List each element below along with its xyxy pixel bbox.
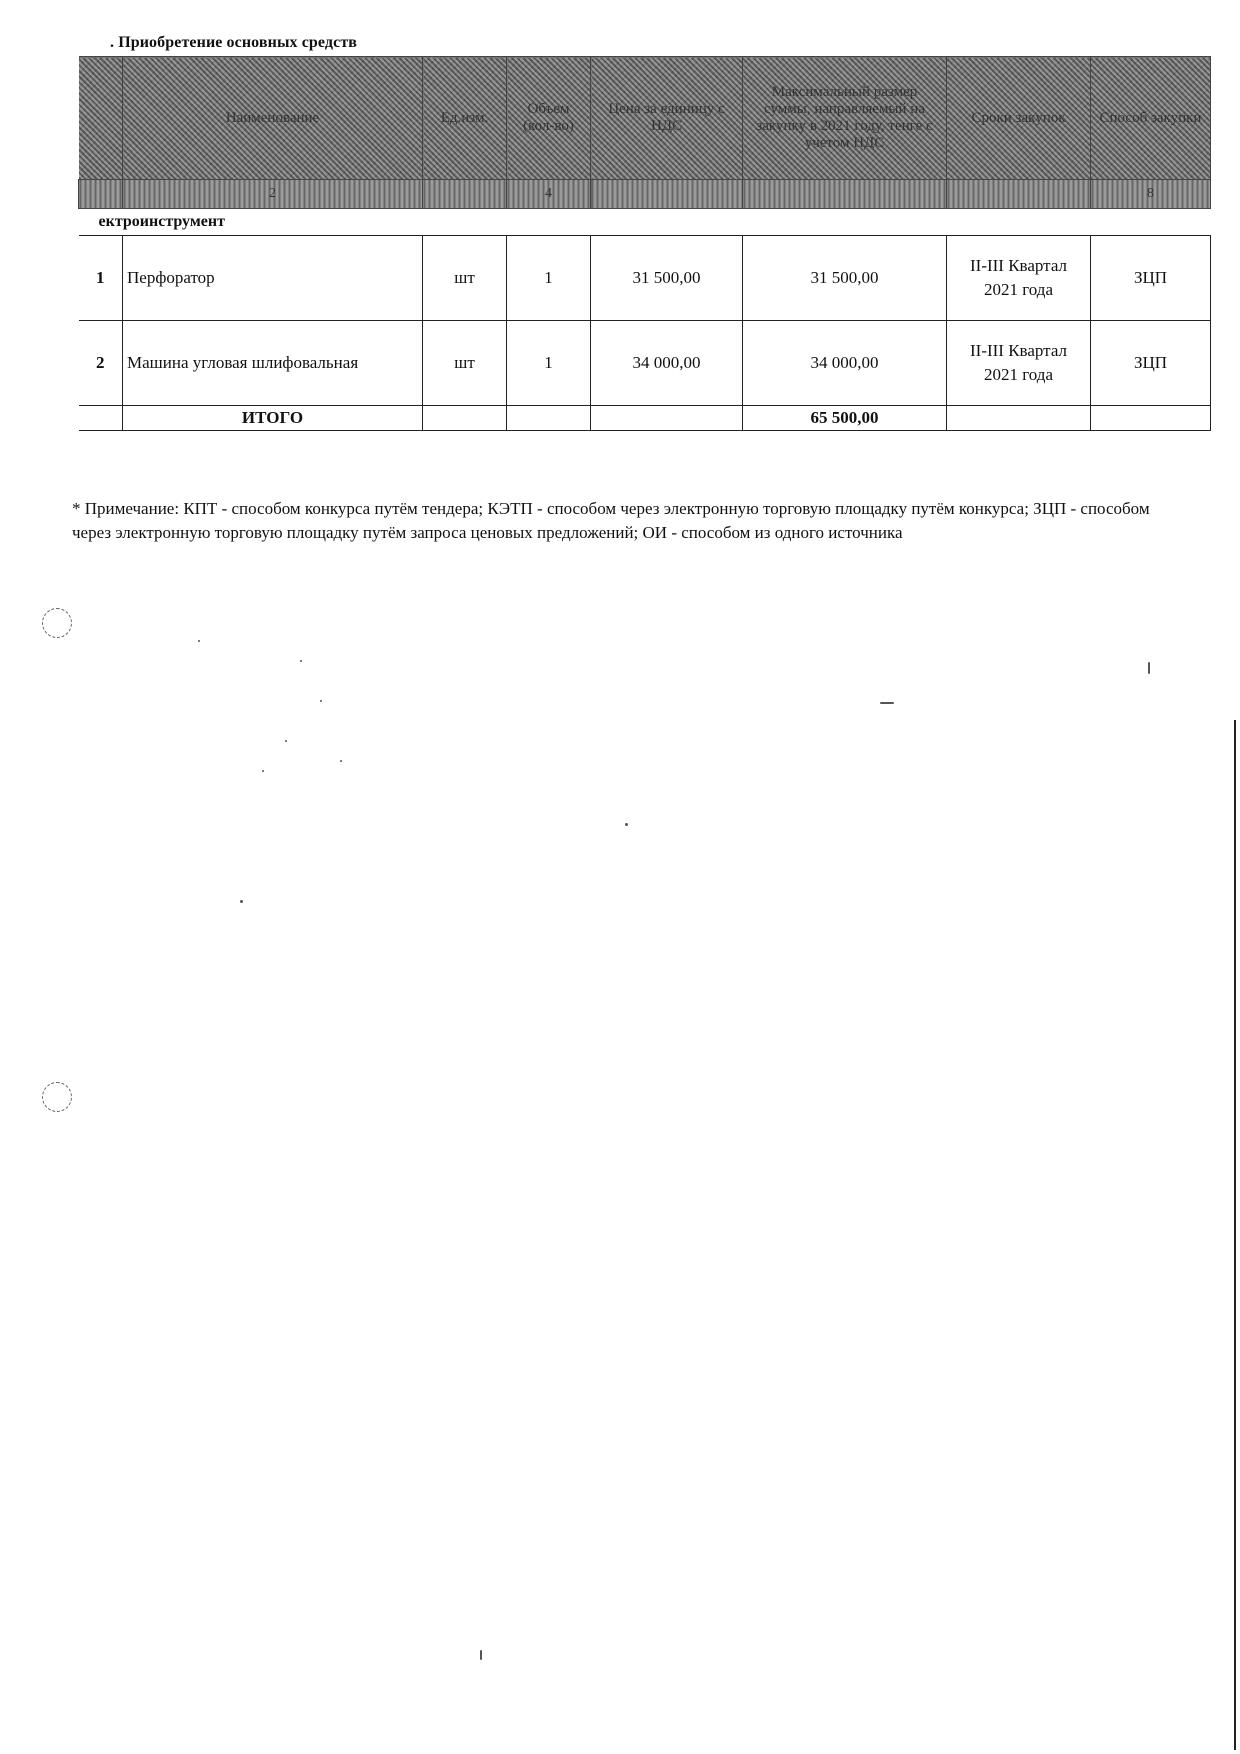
item-price: 34 000,00	[591, 321, 743, 406]
total-empty-cell	[79, 406, 123, 431]
item-qty: 1	[507, 236, 591, 321]
header-cell-price: Цена за единицу с НДС	[591, 57, 743, 180]
column-number-cell: 4	[507, 180, 591, 209]
scan-speck	[262, 770, 264, 772]
row-number: 1	[79, 236, 123, 321]
column-number-row	[79, 180, 1211, 209]
total-label: ИТОГО	[123, 406, 423, 431]
scan-speck	[240, 900, 243, 903]
item-unit: шт	[423, 321, 507, 406]
total-empty-cell	[1091, 406, 1211, 431]
column-number-cell	[743, 180, 947, 209]
header-cell-name: Наименование	[123, 57, 423, 180]
table-row	[79, 321, 1211, 406]
period-line-1: II-III Квартал	[970, 341, 1067, 360]
period-line-2: 2021 года	[983, 280, 1053, 299]
scan-speck	[625, 823, 628, 826]
section-title: . Приобретение основных средств	[110, 34, 358, 51]
punch-hole-mark	[42, 1082, 72, 1112]
scan-speck	[480, 1650, 482, 1660]
footnote: * Примечание: КПТ - способом конкурса путём тендера; КЭТП - способом через электронную торговую площадку путём конкурса; ЗЦП - способом через электронную торговую площадку путём запроса ценовых предложений; ОИ - способом из одного источника	[72, 499, 1150, 542]
header-cell-qty: Объем (кол-во)	[507, 57, 591, 180]
category-label: ектроинструмент	[79, 209, 1211, 236]
total-empty-cell	[423, 406, 507, 431]
header-cell-method: Способ закупки	[1091, 57, 1211, 180]
scan-speck	[1148, 662, 1150, 674]
scan-speck	[198, 640, 200, 642]
item-period	[947, 236, 1091, 321]
procurement-table	[78, 56, 1211, 431]
item-qty: 1	[507, 321, 591, 406]
scan-speck	[285, 740, 287, 742]
total-empty-cell	[507, 406, 591, 431]
header-cell-max-sum: Максимальный размер суммы, направляемый на закупку в 2021 году, тенге с учетом НДС	[743, 57, 947, 180]
period-line-1: II-III Квартал	[970, 256, 1067, 275]
header-cell-no	[79, 57, 123, 180]
total-empty-cell	[591, 406, 743, 431]
header-cell-period: Сроки закупок	[947, 57, 1091, 180]
scan-edge-line	[1234, 720, 1236, 1750]
category-row	[79, 209, 1211, 236]
column-number-cell	[591, 180, 743, 209]
total-value: 65 500,00	[743, 406, 947, 431]
column-number-cell	[947, 180, 1091, 209]
column-number-cell: 8	[1091, 180, 1211, 209]
header-cell-unit: Ед.изм.	[423, 57, 507, 180]
table-header-row	[79, 57, 1211, 180]
item-total: 34 000,00	[743, 321, 947, 406]
item-name: Перфоратор	[123, 236, 423, 321]
item-total: 31 500,00	[743, 236, 947, 321]
scan-speck	[320, 700, 322, 702]
scan-speck	[340, 760, 342, 762]
column-number-cell	[423, 180, 507, 209]
total-row	[79, 406, 1211, 431]
scan-speck	[880, 702, 894, 704]
scan-speck	[300, 660, 302, 662]
period-line-2: 2021 года	[983, 365, 1053, 384]
punch-hole-mark	[42, 608, 72, 638]
column-number-cell: 2	[123, 180, 423, 209]
item-method: ЗЦП	[1091, 236, 1211, 321]
item-period	[947, 321, 1091, 406]
total-empty-cell	[947, 406, 1091, 431]
item-name: Машина угловая шлифовальная	[123, 321, 423, 406]
table-row	[79, 236, 1211, 321]
item-method: ЗЦП	[1091, 321, 1211, 406]
item-unit: шт	[423, 236, 507, 321]
row-number: 2	[79, 321, 123, 406]
column-number-cell	[79, 180, 123, 209]
item-price: 31 500,00	[591, 236, 743, 321]
